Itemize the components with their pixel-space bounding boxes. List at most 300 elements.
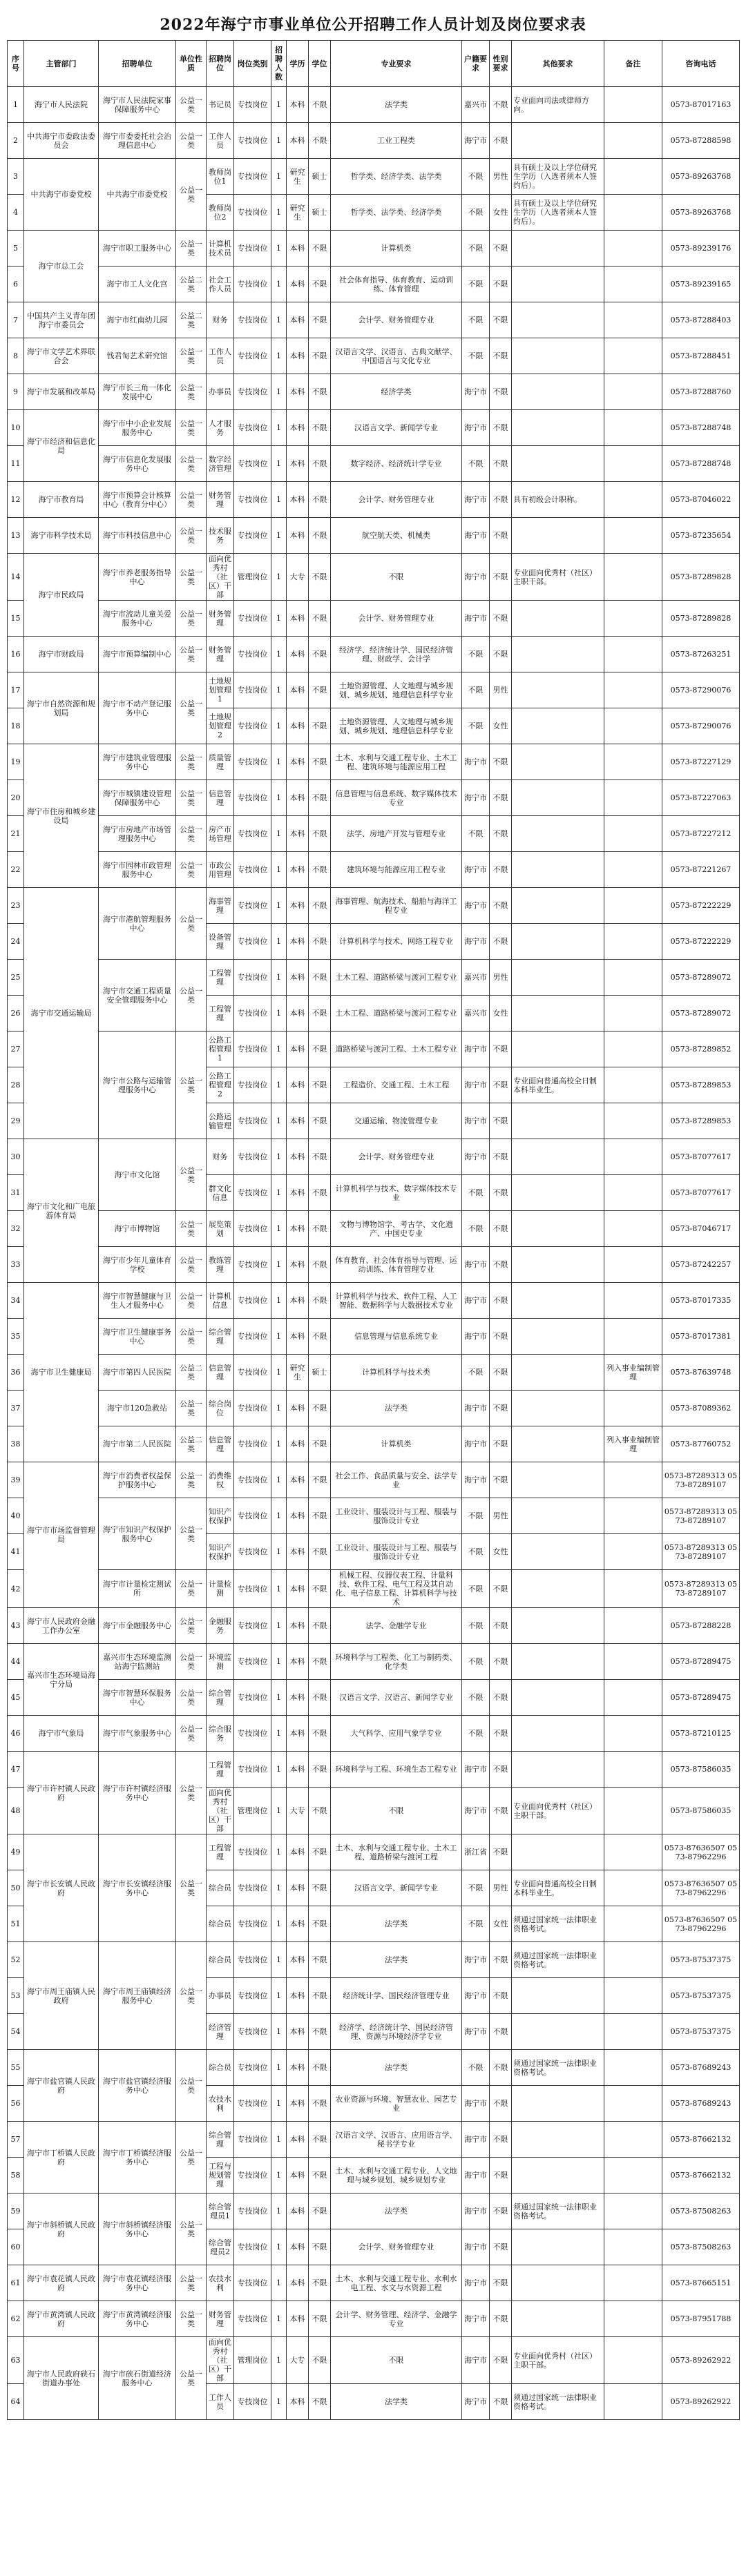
cell-residence: 不限	[462, 708, 490, 744]
cell-department: 海宁市许村镇人民政府	[24, 1752, 99, 1834]
cell-index: 48	[8, 1788, 24, 1834]
cell-index: 54	[8, 2014, 24, 2050]
cell-other	[512, 1175, 604, 1211]
cell-residence: 不限	[462, 1906, 490, 1942]
table-row	[8, 1608, 740, 1644]
cell-count: 1	[271, 1247, 287, 1283]
cell-degree: 不限	[309, 996, 331, 1032]
cell-major: 工业工程类	[331, 123, 462, 159]
cell-other	[512, 1426, 604, 1462]
cell-degree: 不限	[309, 1498, 331, 1534]
cell-index: 8	[8, 338, 24, 374]
cell-phone: 0573-87242257	[662, 1247, 740, 1283]
cell-major: 计算机科学与技术、网络工程专业	[331, 924, 462, 960]
cell-other: 具有初级会计职称。	[512, 482, 604, 518]
cell-residence: 海宁市	[462, 852, 490, 888]
cell-unit-type: 公益二类	[176, 1355, 207, 1391]
cell-degree: 不限	[309, 87, 331, 123]
cell-phone: 0573-87290076	[662, 708, 740, 744]
cell-note	[604, 1319, 662, 1355]
cell-residence: 海宁市	[462, 518, 490, 554]
cell-education: 本科	[287, 1534, 309, 1570]
cell-position-type: 专技岗位	[234, 1716, 271, 1752]
cell-index: 3	[8, 159, 24, 195]
cell-phone: 0573-87289072	[662, 960, 740, 996]
table-row	[8, 744, 740, 780]
cell-unit-type: 公益二类	[176, 1426, 207, 1462]
table-row	[8, 267, 740, 302]
cell-education: 大专	[287, 554, 309, 601]
cell-other	[512, 1319, 604, 1355]
cell-position-type: 专技岗位	[234, 2158, 271, 2194]
cell-phone: 0573-87586035	[662, 1788, 740, 1834]
cell-position-type: 专技岗位	[234, 1211, 271, 1247]
cell-gender: 男性	[490, 960, 512, 996]
cell-index: 1	[8, 87, 24, 123]
cell-count: 1	[271, 1462, 287, 1498]
cell-note	[604, 1139, 662, 1175]
table-row	[8, 554, 740, 601]
table-row	[8, 302, 740, 338]
cell-phone: 0573-87508263	[662, 2194, 740, 2229]
cell-degree: 不限	[309, 672, 331, 708]
cell-note	[604, 159, 662, 195]
cell-phone: 0573-87636507 0573-87962296	[662, 1870, 740, 1906]
cell-position: 工程管理	[207, 960, 234, 996]
cell-major: 机械工程、仪器仪表工程、计量科技、软件工程、电气工程及其自动化、电子信息工程、计算机科学与技术	[331, 1570, 462, 1608]
cell-gender: 不限	[490, 2086, 512, 2122]
cell-index: 44	[8, 1644, 24, 1680]
cell-department: 海宁市财政局	[24, 637, 99, 672]
cell-other: 专业面向优秀村（社区）主职干部。	[512, 554, 604, 601]
cell-major: 法学类	[331, 1391, 462, 1426]
cell-unit: 海宁市流动儿童关爱服务中心	[99, 601, 176, 637]
cell-education: 本科	[287, 1032, 309, 1067]
cell-other: 专业面向优秀村（社区）主职干部。	[512, 1788, 604, 1834]
cell-residence: 海宁市	[462, 601, 490, 637]
cell-phone: 0573-87288228	[662, 1608, 740, 1644]
cell-count: 1	[271, 1355, 287, 1391]
cell-index: 13	[8, 518, 24, 554]
cell-index: 21	[8, 816, 24, 852]
cell-note	[604, 410, 662, 446]
cell-major: 哲学类、法学类、经济学类	[331, 195, 462, 231]
cell-phone: 0573-89262922	[662, 2384, 740, 2420]
cell-note	[604, 2194, 662, 2229]
cell-index: 19	[8, 744, 24, 780]
cell-note	[604, 1462, 662, 1498]
cell-position-type: 专技岗位	[234, 2014, 271, 2050]
cell-position: 综合员	[207, 1942, 234, 1978]
cell-other: 须通过国家统一法律职业资格考试。	[512, 2050, 604, 2086]
cell-department: 中共海宁市委党校	[24, 159, 99, 231]
cell-phone: 0573-87227063	[662, 780, 740, 816]
cell-position: 信息管理	[207, 1355, 234, 1391]
cell-position: 综合员	[207, 2050, 234, 2086]
cell-degree: 不限	[309, 1716, 331, 1752]
cell-other	[512, 2265, 604, 2301]
cell-other	[512, 231, 604, 267]
cell-education: 本科	[287, 1870, 309, 1906]
cell-index: 9	[8, 374, 24, 410]
cell-education: 本科	[287, 374, 309, 410]
cell-department: 嘉兴市生态环境局海宁分局	[24, 1644, 99, 1716]
cell-residence: 海宁市	[462, 2265, 490, 2301]
cell-phone: 0573-87537375	[662, 2014, 740, 2050]
cell-education: 本科	[287, 2301, 309, 2337]
cell-major: 土木、水利与交通工程专业、土木工程、道路桥梁与渡河工程	[331, 1834, 462, 1870]
cell-position-type: 专技岗位	[234, 338, 271, 374]
cell-phone: 0573-87288748	[662, 410, 740, 446]
cell-other	[512, 924, 604, 960]
table-row	[8, 672, 740, 708]
cell-department: 海宁市文学艺术界联合会	[24, 338, 99, 374]
cell-other	[512, 1462, 604, 1498]
cell-index: 33	[8, 1247, 24, 1283]
cell-other	[512, 888, 604, 924]
cell-index: 43	[8, 1608, 24, 1644]
cell-residence: 海宁市	[462, 2384, 490, 2420]
cell-count: 1	[271, 1716, 287, 1752]
cell-index: 52	[8, 1942, 24, 1978]
cell-note	[604, 1906, 662, 1942]
cell-position: 教师岗位2	[207, 195, 234, 231]
cell-gender: 不限	[490, 1570, 512, 1608]
cell-index: 16	[8, 637, 24, 672]
cell-degree: 不限	[309, 852, 331, 888]
cell-other: 具有硕士及以上学位研究生学历（入选者须本人签约后）。	[512, 195, 604, 231]
cell-department: 海宁市经济和信息化局	[24, 410, 99, 482]
cell-note	[604, 1716, 662, 1752]
cell-education: 大专	[287, 2337, 309, 2384]
table-row	[8, 159, 740, 195]
cell-residence: 海宁市	[462, 374, 490, 410]
cell-position-type: 管理岗位	[234, 554, 271, 601]
column-header: 户籍要求	[462, 41, 490, 87]
cell-position: 消费维权	[207, 1462, 234, 1498]
cell-major: 经济学类	[331, 374, 462, 410]
column-header: 单位性质	[176, 41, 207, 87]
cell-unit-type: 公益一类	[176, 852, 207, 888]
cell-note	[604, 374, 662, 410]
cell-position: 市政公用管理	[207, 852, 234, 888]
cell-phone: 0573-87235654	[662, 518, 740, 554]
cell-phone: 0573-87290076	[662, 672, 740, 708]
cell-phone: 0573-87221267	[662, 852, 740, 888]
cell-position-type: 专技岗位	[234, 2122, 271, 2158]
cell-department: 海宁市人民政府金融工作办公室	[24, 1608, 99, 1644]
cell-note	[604, 338, 662, 374]
cell-degree: 不限	[309, 1680, 331, 1716]
cell-gender: 女性	[490, 1534, 512, 1570]
cell-position: 综合员	[207, 1870, 234, 1906]
cell-other	[512, 2158, 604, 2194]
cell-index: 35	[8, 1319, 24, 1355]
cell-department: 海宁市卫生健康局	[24, 1283, 99, 1462]
cell-major: 海事管理、航海技术、船舶与海洋工程专业	[331, 888, 462, 924]
cell-education: 本科	[287, 1139, 309, 1175]
cell-unit: 海宁市硖石街道经济服务中心	[99, 2337, 176, 2420]
cell-residence: 浙江省	[462, 1834, 490, 1870]
cell-degree: 不限	[309, 1870, 331, 1906]
cell-residence: 海宁市	[462, 1391, 490, 1426]
cell-major: 法学类	[331, 1942, 462, 1978]
cell-gender: 不限	[490, 1355, 512, 1391]
cell-unit: 中共海宁市委党校	[99, 159, 176, 231]
cell-residence: 海宁市	[462, 1247, 490, 1283]
cell-department: 海宁市文化和广电旅游体育局	[24, 1139, 99, 1283]
cell-residence: 不限	[462, 1870, 490, 1906]
cell-degree: 不限	[309, 1211, 331, 1247]
cell-major: 会计学、财务管理专业	[331, 302, 462, 338]
cell-residence: 海宁市	[462, 1139, 490, 1175]
cell-unit-type: 公益一类	[176, 816, 207, 852]
cell-degree: 不限	[309, 2050, 331, 2086]
cell-degree: 不限	[309, 2265, 331, 2301]
cell-education: 本科	[287, 2014, 309, 2050]
cell-phone: 0573-89262922	[662, 2337, 740, 2384]
cell-count: 1	[271, 780, 287, 816]
cell-residence: 海宁市	[462, 2122, 490, 2158]
cell-position: 知识产权保护	[207, 1498, 234, 1534]
cell-education: 本科	[287, 637, 309, 672]
cell-position: 农技水利	[207, 2086, 234, 2122]
cell-education: 本科	[287, 1283, 309, 1319]
cell-unit-type: 公益一类	[176, 888, 207, 960]
cell-phone: 0573-87289828	[662, 601, 740, 637]
page-title: 2022年海宁市事业单位公开招聘工作人员计划及岗位要求表	[160, 16, 586, 34]
table-row	[8, 1283, 740, 1319]
table-row	[8, 87, 740, 123]
cell-position: 工程与规划管理	[207, 2158, 234, 2194]
cell-unit: 海宁市许村镇经济服务中心	[99, 1752, 176, 1834]
cell-gender: 不限	[490, 1644, 512, 1680]
cell-position: 海事管理	[207, 888, 234, 924]
cell-residence: 不限	[462, 195, 490, 231]
cell-count: 1	[271, 1283, 287, 1319]
cell-position-type: 专技岗位	[234, 2301, 271, 2337]
cell-note	[604, 302, 662, 338]
cell-gender: 不限	[490, 1032, 512, 1067]
cell-unit-type: 公益一类	[176, 159, 207, 231]
cell-degree: 不限	[309, 2014, 331, 2050]
cell-residence: 海宁市	[462, 1462, 490, 1498]
cell-unit-type: 公益一类	[176, 2194, 207, 2265]
cell-position-type: 专技岗位	[234, 2194, 271, 2229]
cell-position: 数字经济管理	[207, 446, 234, 482]
cell-phone: 0573-87537375	[662, 1978, 740, 2014]
cell-other: 专业面向优秀村（社区）主职干部。	[512, 2337, 604, 2384]
cell-major: 不限	[331, 1788, 462, 1834]
table-row	[8, 780, 740, 816]
cell-residence: 海宁市	[462, 1752, 490, 1788]
cell-position: 土地规划管理1	[207, 672, 234, 708]
cell-degree: 不限	[309, 924, 331, 960]
cell-degree: 不限	[309, 2301, 331, 2337]
cell-residence: 海宁市	[462, 1788, 490, 1834]
cell-residence: 不限	[462, 302, 490, 338]
cell-gender: 不限	[490, 1319, 512, 1355]
cell-unit-type: 公益一类	[176, 1498, 207, 1570]
table-row	[8, 960, 740, 996]
cell-other	[512, 1608, 604, 1644]
cell-position-type: 管理岗位	[234, 1788, 271, 1834]
cell-degree: 不限	[309, 1067, 331, 1103]
cell-education: 本科	[287, 1247, 309, 1283]
cell-position: 面向优秀村（社区）干部	[207, 1788, 234, 1834]
table-row	[8, 1834, 740, 1870]
cell-position: 工作人员	[207, 338, 234, 374]
cell-education: 本科	[287, 1834, 309, 1870]
cell-residence: 海宁市	[462, 1032, 490, 1067]
cell-unit-type: 公益一类	[176, 1211, 207, 1247]
cell-major: 文物与博物馆学、考古学、文化遗产、中国史专业	[331, 1211, 462, 1247]
cell-position-type: 专技岗位	[234, 2384, 271, 2420]
cell-note	[604, 1608, 662, 1644]
cell-index: 11	[8, 446, 24, 482]
cell-department: 海宁市人民法院	[24, 87, 99, 123]
table-row	[8, 888, 740, 924]
cell-unit: 海宁市卫生健康事务中心	[99, 1319, 176, 1355]
cell-note	[604, 1834, 662, 1870]
cell-position-type: 专技岗位	[234, 87, 271, 123]
cell-unit-type: 公益一类	[176, 338, 207, 374]
cell-degree: 不限	[309, 1752, 331, 1788]
cell-residence: 不限	[462, 1608, 490, 1644]
table-row	[8, 2122, 740, 2158]
cell-unit: 海宁市委委托社会治理信息中心	[99, 123, 176, 159]
cell-position-type: 专技岗位	[234, 1355, 271, 1391]
cell-index: 26	[8, 996, 24, 1032]
column-header: 招聘单位	[99, 41, 176, 87]
cell-position: 公路工程管理2	[207, 1067, 234, 1103]
cell-phone: 0573-87222229	[662, 924, 740, 960]
cell-index: 30	[8, 1139, 24, 1175]
cell-position: 综合服务	[207, 1716, 234, 1752]
cell-phone: 0573-87017335	[662, 1283, 740, 1319]
cell-education: 本科	[287, 1608, 309, 1644]
table-row	[8, 231, 740, 267]
cell-unit-type: 公益一类	[176, 1752, 207, 1834]
column-header: 岗位类别	[234, 41, 271, 87]
cell-education: 本科	[287, 1978, 309, 2014]
cell-gender: 不限	[490, 2050, 512, 2086]
cell-major: 汉语言文学、新闻学专业	[331, 410, 462, 446]
cell-count: 1	[271, 1906, 287, 1942]
cell-note: 列入事业编制管理	[604, 1355, 662, 1391]
cell-note	[604, 482, 662, 518]
cell-residence: 海宁市	[462, 744, 490, 780]
cell-position-type: 专技岗位	[234, 1032, 271, 1067]
cell-count: 1	[271, 518, 287, 554]
cell-unit: 海宁市信息化发展服务中心	[99, 446, 176, 482]
cell-position: 综合管理员1	[207, 2194, 234, 2229]
cell-unit-type: 公益一类	[176, 1247, 207, 1283]
cell-other	[512, 852, 604, 888]
cell-unit: 海宁市不动产登记服务中心	[99, 672, 176, 744]
cell-degree: 不限	[309, 2229, 331, 2265]
cell-major: 体育教育、社会体育指导与管理、运动训练、体育管理专业	[331, 1247, 462, 1283]
cell-position-type: 专技岗位	[234, 852, 271, 888]
cell-unit-type: 公益二类	[176, 267, 207, 302]
cell-residence: 不限	[462, 1534, 490, 1570]
cell-major: 土地资源管理、人文地理与城乡规划、城乡规划、地理信息科学专业	[331, 708, 462, 744]
cell-education: 本科	[287, 302, 309, 338]
cell-phone: 0573-87222229	[662, 888, 740, 924]
cell-gender: 女性	[490, 996, 512, 1032]
cell-position: 人才服务	[207, 410, 234, 446]
cell-position-type: 专技岗位	[234, 1247, 271, 1283]
cell-position: 质量管理	[207, 744, 234, 780]
cell-major: 土地资源管理、人文地理与城乡规划、城乡规划、地理信息科学专业	[331, 672, 462, 708]
cell-gender: 不限	[490, 1716, 512, 1752]
cell-unit-type: 公益一类	[176, 446, 207, 482]
cell-residence: 海宁市	[462, 1319, 490, 1355]
cell-position-type: 专技岗位	[234, 996, 271, 1032]
table-row	[8, 601, 740, 637]
cell-phone: 0573-87508263	[662, 2229, 740, 2265]
table-row	[8, 1211, 740, 1247]
cell-note	[604, 1942, 662, 1978]
cell-other	[512, 1570, 604, 1608]
cell-count: 1	[271, 637, 287, 672]
cell-position-type: 专技岗位	[234, 1534, 271, 1570]
cell-unit-type: 公益一类	[176, 2265, 207, 2301]
cell-gender: 不限	[490, 816, 512, 852]
cell-unit: 海宁市知识产权保护服务中心	[99, 1498, 176, 1570]
cell-position: 财务管理	[207, 2301, 234, 2337]
cell-gender: 不限	[490, 374, 512, 410]
cell-gender: 不限	[490, 482, 512, 518]
cell-phone: 0573-89263768	[662, 159, 740, 195]
cell-education: 本科	[287, 672, 309, 708]
cell-residence: 不限	[462, 1498, 490, 1534]
cell-position-type: 专技岗位	[234, 410, 271, 446]
cell-gender: 不限	[490, 1752, 512, 1788]
cell-other	[512, 1498, 604, 1534]
cell-residence: 海宁市	[462, 1942, 490, 1978]
cell-position: 办事员	[207, 1978, 234, 2014]
cell-note	[604, 554, 662, 601]
cell-count: 1	[271, 1319, 287, 1355]
cell-education: 本科	[287, 601, 309, 637]
table-row	[8, 1680, 740, 1716]
cell-note	[604, 601, 662, 637]
cell-unit: 海宁市房地产市场管理服务中心	[99, 816, 176, 852]
cell-department: 海宁市交通运输局	[24, 888, 99, 1139]
cell-position: 计算机信息	[207, 1283, 234, 1319]
cell-position-type: 专技岗位	[234, 1942, 271, 1978]
cell-count: 1	[271, 2014, 287, 2050]
cell-phone: 0573-87227129	[662, 744, 740, 780]
cell-major: 大气科学、应用气象学专业	[331, 1716, 462, 1752]
cell-position-type: 专技岗位	[234, 302, 271, 338]
cell-other	[512, 518, 604, 554]
cell-count: 1	[271, 410, 287, 446]
cell-degree: 不限	[309, 1247, 331, 1283]
cell-residence: 不限	[462, 1570, 490, 1608]
cell-other	[512, 672, 604, 708]
cell-position-type: 专技岗位	[234, 816, 271, 852]
cell-degree: 硕士	[309, 159, 331, 195]
cell-position: 财务管理	[207, 482, 234, 518]
cell-position-type: 专技岗位	[234, 518, 271, 554]
cell-major: 工程造价、交通工程、土木工程	[331, 1067, 462, 1103]
cell-position-type: 专技岗位	[234, 780, 271, 816]
cell-unit: 海宁市计量检定测试所	[99, 1570, 176, 1608]
cell-other	[512, 601, 604, 637]
cell-count: 1	[271, 1103, 287, 1139]
